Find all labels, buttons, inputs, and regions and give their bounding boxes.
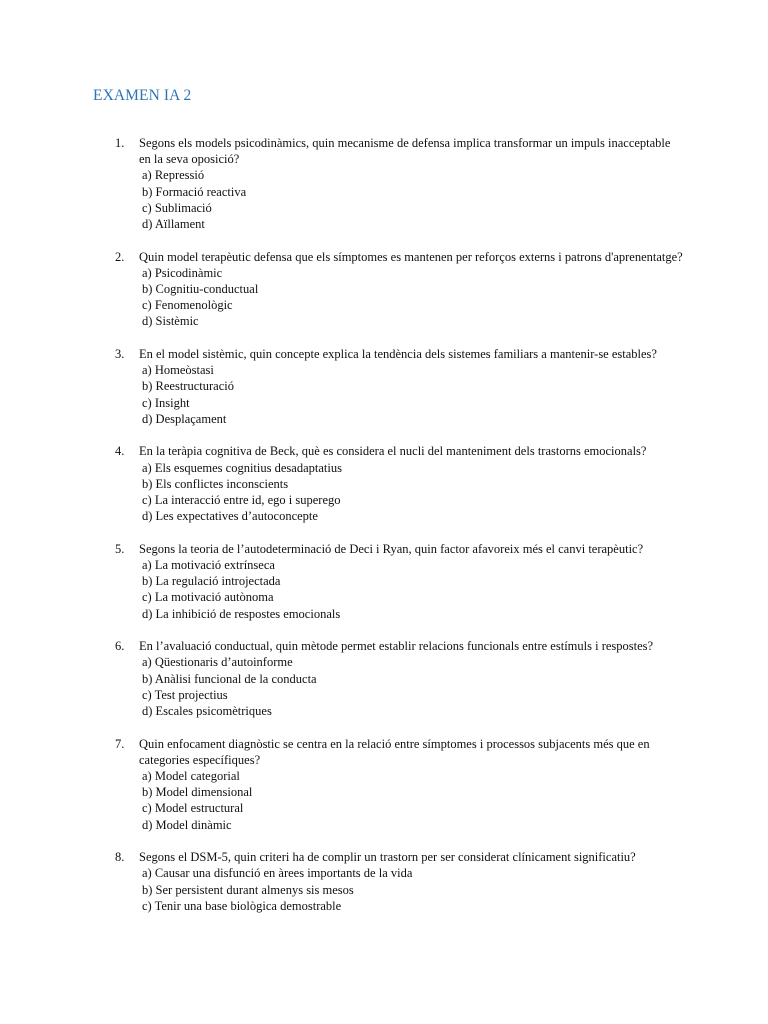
question-number: 1.	[115, 136, 125, 150]
question-item	[0, 736, 768, 833]
question-number: 6.	[115, 639, 125, 654]
question-number: 4.	[115, 444, 125, 459]
option-list	[0, 460, 768, 525]
answer-option: c) Test projectius	[142, 687, 228, 702]
option-list	[0, 557, 768, 622]
option-list	[0, 167, 768, 232]
document-title: EXAMEN IA 2	[93, 87, 192, 104]
question-text: En el model sistèmic, quin concepte explica la tendència dels sistemes familiars a mantenir-se estables?	[139, 347, 657, 362]
question-text: En l’avaluació conductual, quin mètode permet establir relacions funcionals entre estímuls i respostes?	[139, 639, 654, 654]
answer-option: b) Ser persistent durant almenys sis mesos	[142, 882, 354, 897]
answer-option: b) La regulació introjectada	[142, 574, 281, 589]
answer-option: c) Fenomenològic	[142, 298, 233, 313]
question-text: En la teràpia cognitiva de Beck, què es considera el nucli del manteniment dels trastorns emocionals?	[139, 444, 647, 459]
answer-option: a) Model categorial	[142, 769, 240, 784]
question-item	[0, 346, 768, 427]
answer-option: d) Aïllament	[142, 217, 205, 232]
question-item	[0, 849, 768, 914]
option-list	[0, 362, 768, 427]
answer-option: a) Repressió	[142, 168, 205, 183]
question-text: Quin enfocament diagnòstic se centra en la relació entre símptomes i processos subjacents més que en categories específiques?	[139, 736, 650, 767]
answer-option: d) La inhibició de respostes emocionals	[142, 606, 341, 621]
question-item	[0, 249, 768, 330]
question-item	[0, 638, 768, 719]
answer-option: d) Desplaçament	[142, 411, 227, 426]
option-list	[0, 768, 768, 833]
answer-option: c) Sublimació	[142, 200, 212, 215]
answer-option: d) Model dinàmic	[142, 817, 232, 832]
question-text: Segons la teoria de l’autodeterminació de Deci i Ryan, quin factor afavoreix més el canvi terapèutic?	[139, 541, 644, 556]
question-number: 2.	[115, 249, 125, 264]
answer-option: d) Escales psicomètriques	[142, 704, 272, 719]
question-number: 3.	[115, 347, 125, 362]
option-list	[0, 265, 768, 330]
answer-option: c) La interacció entre id, ego i superego	[142, 493, 341, 508]
answer-option: a) Psicodinàmic	[142, 265, 223, 280]
answer-option: b) Els conflictes inconscients	[142, 476, 289, 491]
answer-option: a) Els esquemes cognitius desadaptatius	[142, 460, 342, 475]
answer-option: c) Tenir una base biològica demostrable	[142, 898, 342, 913]
answer-option: c) Model estructural	[142, 801, 244, 816]
question-text: Quin model terapèutic defensa que els símptomes es mantenen per reforços externs i patrons d'aprenentatge?	[139, 249, 683, 264]
answer-option: c) Insight	[142, 395, 190, 410]
answer-option: a) La motivació extrínseca	[142, 558, 275, 573]
answer-option: a) Homeòstasi	[142, 363, 214, 378]
answer-option: b) Anàlisi funcional de la conducta	[142, 671, 317, 686]
answer-option: b) Cognitiu-conductual	[142, 282, 259, 297]
answer-option: d) Les expectatives d’autoconcepte	[142, 509, 318, 524]
question-item	[0, 135, 768, 232]
answer-option: a) Causar una disfunció en àrees importants de la vida	[142, 866, 413, 881]
answer-option: b) Model dimensional	[142, 785, 253, 800]
answer-option: d) Sistèmic	[142, 314, 199, 329]
answer-option: b) Reestructuració	[142, 379, 234, 394]
question-number: 8.	[115, 850, 125, 865]
option-list	[0, 865, 768, 914]
option-list	[0, 654, 768, 719]
question-item	[0, 443, 768, 524]
answer-option: b) Formació reactiva	[142, 184, 247, 199]
answer-option: c) La motivació autònoma	[142, 590, 274, 605]
question-text: Segons el DSM-5, quin criteri ha de complir un trastorn per ser considerat clínicament significatiu?	[139, 850, 636, 865]
question-text: Segons els models psicodinàmics, quin mecanisme de defensa implica transformar un impuls inacceptable en la seva oposició?	[139, 136, 671, 167]
question-list	[0, 135, 768, 930]
answer-option: a) Qüestionaris d’autoinforme	[142, 655, 293, 670]
question-item	[0, 541, 768, 622]
question-number: 5.	[115, 541, 125, 556]
question-number: 7.	[115, 736, 125, 751]
